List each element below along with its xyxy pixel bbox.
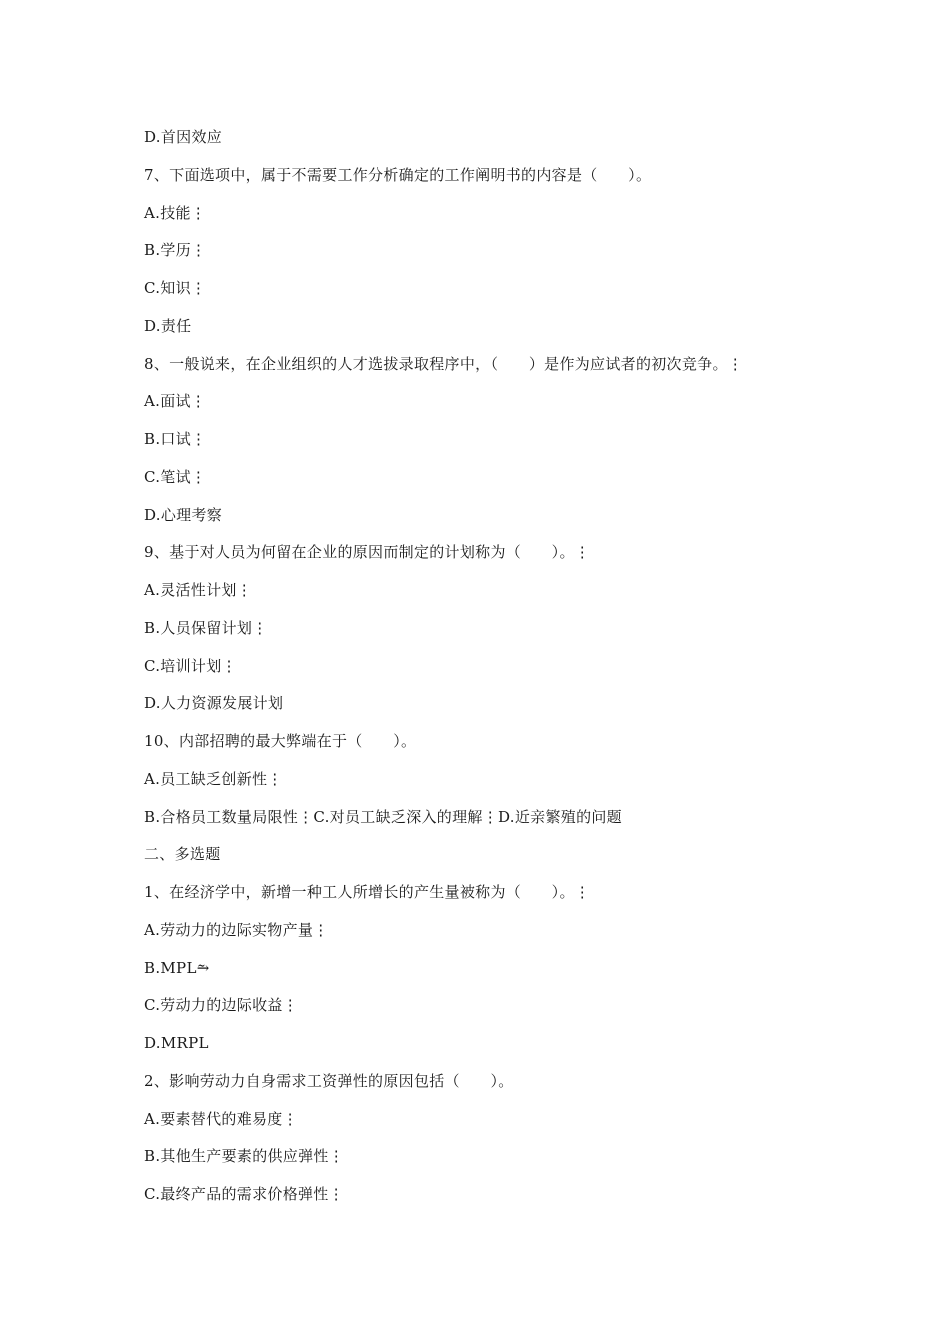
text-line-option: A.员工缺乏创新性⋮: [144, 770, 283, 788]
text-line-option: B.学历⋮: [144, 241, 207, 259]
text-line-question: 7、下面选项中，属于不需要工作分析确定的工作阐明书的内容是（ ）。: [144, 166, 652, 184]
text-line-question: 10、内部招聘的最大弊端在于（ ）。: [144, 732, 417, 750]
text-line-option: B.其他生产要素的供应弹性⋮: [144, 1147, 344, 1165]
text-line-option: A.灵活性计划⋮: [144, 581, 253, 599]
text-line-option: C.培训计划⋮: [144, 657, 237, 675]
text-line-option: A.要素替代的难易度⋮: [144, 1110, 298, 1128]
text-line-question: 2、影响劳动力自身需求工资弹性的原因包括（ ）。: [144, 1072, 514, 1090]
text-line-option: A.劳动力的边际实物产量⋮: [144, 921, 329, 939]
text-line-option: A.技能⋮: [144, 204, 207, 222]
text-line-option: D.责任: [144, 317, 192, 335]
text-line-option: D.首因效应: [144, 128, 223, 146]
text-line-option: C.劳动力的边际收益⋮: [144, 996, 299, 1014]
text-line-option: B.人员保留计划⋮: [144, 619, 268, 637]
text-line-question: 1、在经济学中，新增一种工人所增长的产生量被称为（ ）。⋮: [144, 883, 591, 901]
text-line-section: 二、多选题: [144, 845, 221, 863]
text-line-option: A.面试⋮: [144, 392, 207, 410]
text-line-option: C.知识⋮: [144, 279, 207, 297]
text-line-option: D.心理考察: [144, 506, 223, 524]
text-line-option: C.笔试⋮: [144, 468, 207, 486]
text-line-option: C.最终产品的需求价格弹性⋮: [144, 1185, 344, 1203]
text-line-question: 8、一般说来，在企业组织的人才选拔录取程序中，（ ）是作为应试者的初次竞争。⋮: [144, 355, 744, 373]
text-line-option: D.人力资源发展计划: [144, 694, 284, 712]
text-line-option: D.MRPL: [144, 1034, 209, 1052]
text-line-option: B.合格员工数量局限性⋮C.对员工缺乏深入的理解⋮D.近亲繁殖的问题: [144, 808, 622, 826]
text-line-option: B.口试⋮: [144, 430, 207, 448]
text-line-option: B.MPL⥲: [144, 959, 210, 977]
text-line-question: 9、基于对人员为何留在企业的原因而制定的计划称为（ ）。⋮: [144, 543, 591, 561]
